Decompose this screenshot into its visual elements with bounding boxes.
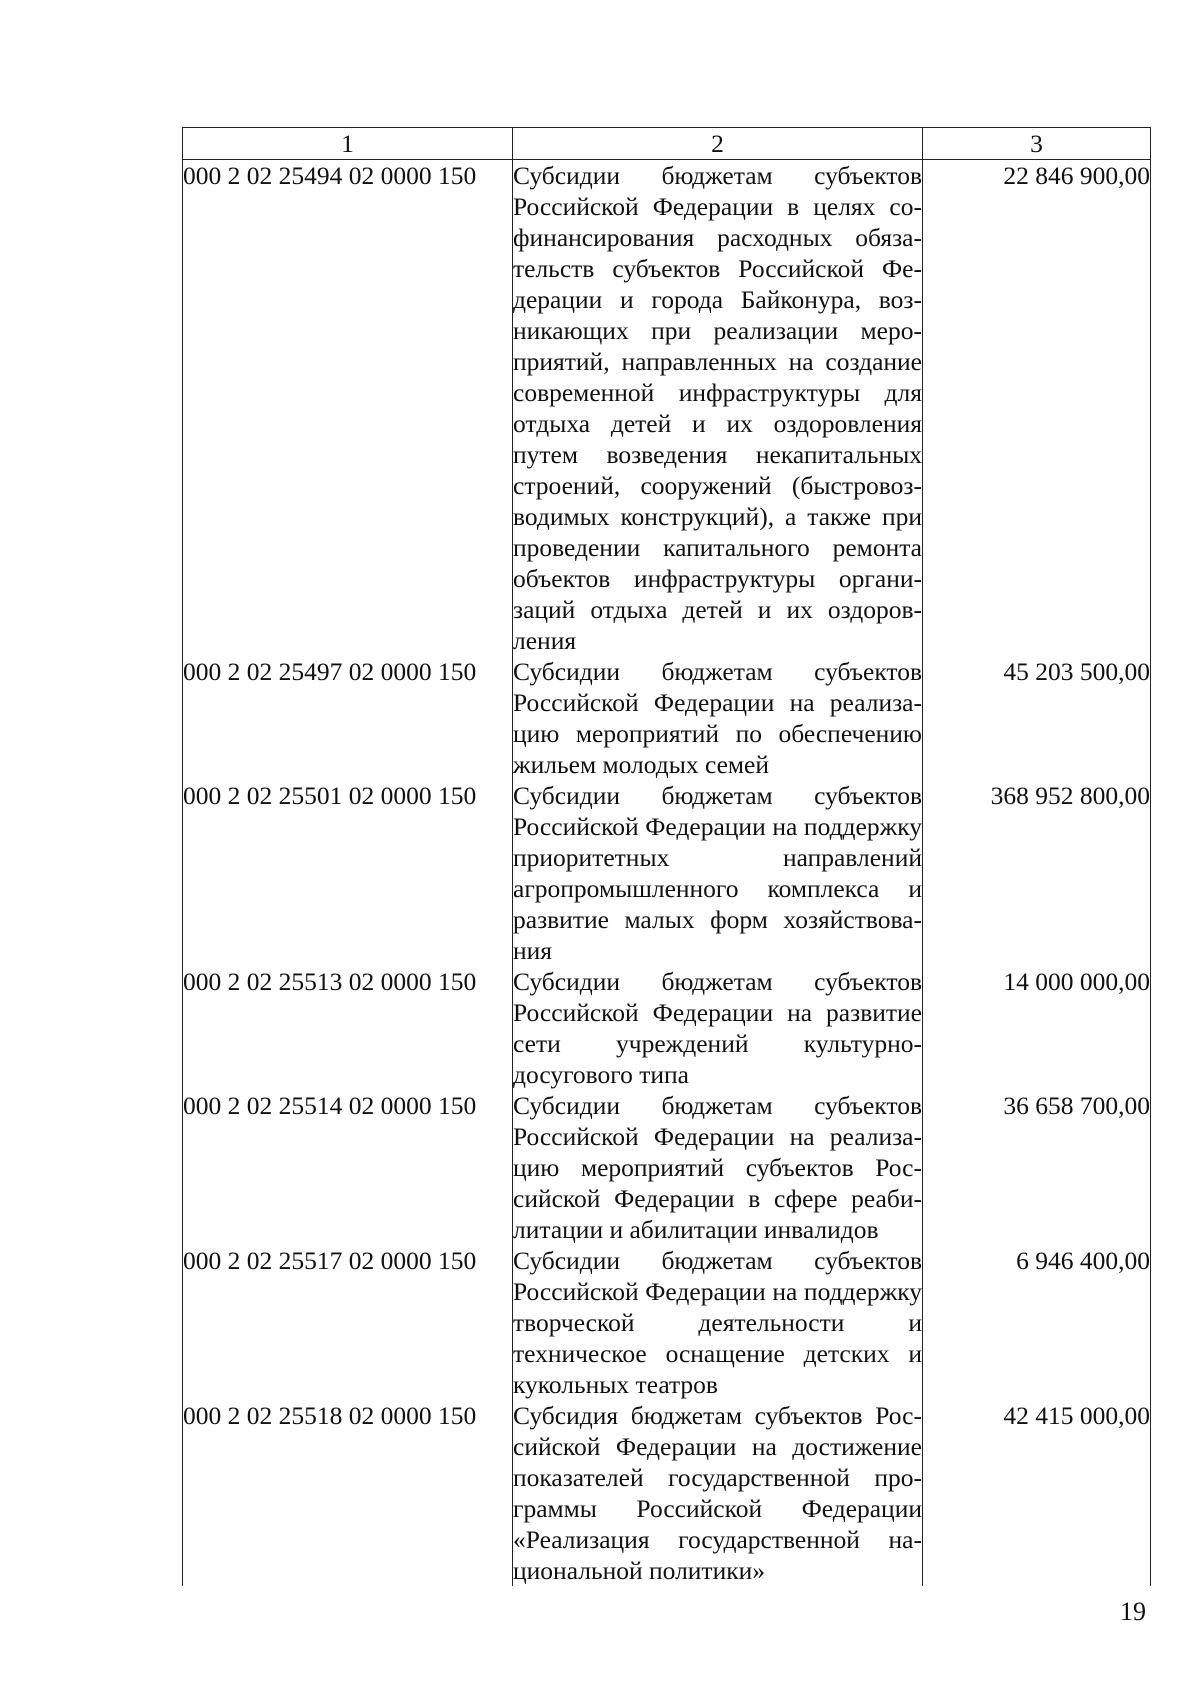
header-col-3: 3 — [923, 128, 1151, 160]
budget-amount: 14 000 000,00 — [923, 966, 1151, 1090]
budget-code: 000 2 02 25513 02 0000 150 — [183, 966, 513, 1090]
header-col-1: 1 — [183, 128, 513, 160]
budget-code: 000 2 02 25514 02 0000 150 — [183, 1090, 513, 1245]
table-row — [183, 780, 1151, 966]
budget-description: Субсидии бюджетам субъектов Российской Федерации на реализацию мероприятий по обеспечению жильем молодых семей — [513, 657, 922, 779]
budget-description: Субсидии бюджетам субъектов Российской Федерации на развитие сети учреждений культурно-досугового типа — [513, 967, 922, 1089]
table-row — [183, 1090, 1151, 1245]
table-row — [183, 656, 1151, 780]
budget-code: 000 2 02 25517 02 0000 150 — [183, 1245, 513, 1400]
budget-code: 000 2 02 25501 02 0000 150 — [183, 780, 513, 966]
header-col-2: 2 — [513, 128, 923, 160]
budget-description: Субсидии бюджетам субъектов Российской Федерации в целях софинансирования расходных обязательств субъектов Российской Федерации и города Байконура, возникающих при реализации мероприятий, направленных на создание современной инфраструктуры для отдыха детей и их оздоровления путем возведения некапитальных строений, сооружений (быстровозводимых конструкций), а также при проведении капитального ремонта объектов инфраструктуры организаций отдыха детей и их оздоровления — [513, 161, 922, 655]
table-row — [183, 966, 1151, 1090]
page-number: 19 — [1120, 1597, 1146, 1626]
budget-description: Субсидии бюджетам субъектов Российской Федерации на реализацию мероприятий субъектов Российской Федерации в сфере реабилитации и абилитации инвалидов — [513, 1091, 922, 1244]
budget-amount: 368 952 800,00 — [923, 780, 1151, 966]
header-row — [183, 128, 1151, 160]
budget-description: Субсидии бюджетам субъектов Российской Федерации на поддержку приоритетных направлений агропромышленного комплекса и развитие малых форм хозяйствования — [513, 781, 922, 965]
table-row — [183, 1245, 1151, 1400]
budget-amount: 36 658 700,00 — [923, 1090, 1151, 1245]
table-row — [183, 160, 1151, 657]
budget-code: 000 2 02 25518 02 0000 150 — [183, 1400, 513, 1586]
table-row — [183, 1400, 1151, 1586]
budget-amount: 22 846 900,00 — [923, 160, 1151, 657]
budget-code: 000 2 02 25497 02 0000 150 — [183, 656, 513, 780]
budget-amount: 45 203 500,00 — [923, 656, 1151, 780]
budget-description: Субсидии бюджетам субъектов Российской Федерации на поддержку творческой деятельности и техническое оснащение детских и кукольных театров — [513, 1246, 922, 1399]
budget-amount: 6 946 400,00 — [923, 1245, 1151, 1400]
budget-description: Субсидия бюджетам субъектов Российской Федерации на достижение показателей государственной программы Российской Федерации «Реализация государственной национальной политики» — [513, 1401, 922, 1585]
budget-table — [182, 127, 1151, 1586]
budget-amount: 42 415 000,00 — [923, 1400, 1151, 1586]
budget-code: 000 2 02 25494 02 0000 150 — [183, 160, 513, 657]
